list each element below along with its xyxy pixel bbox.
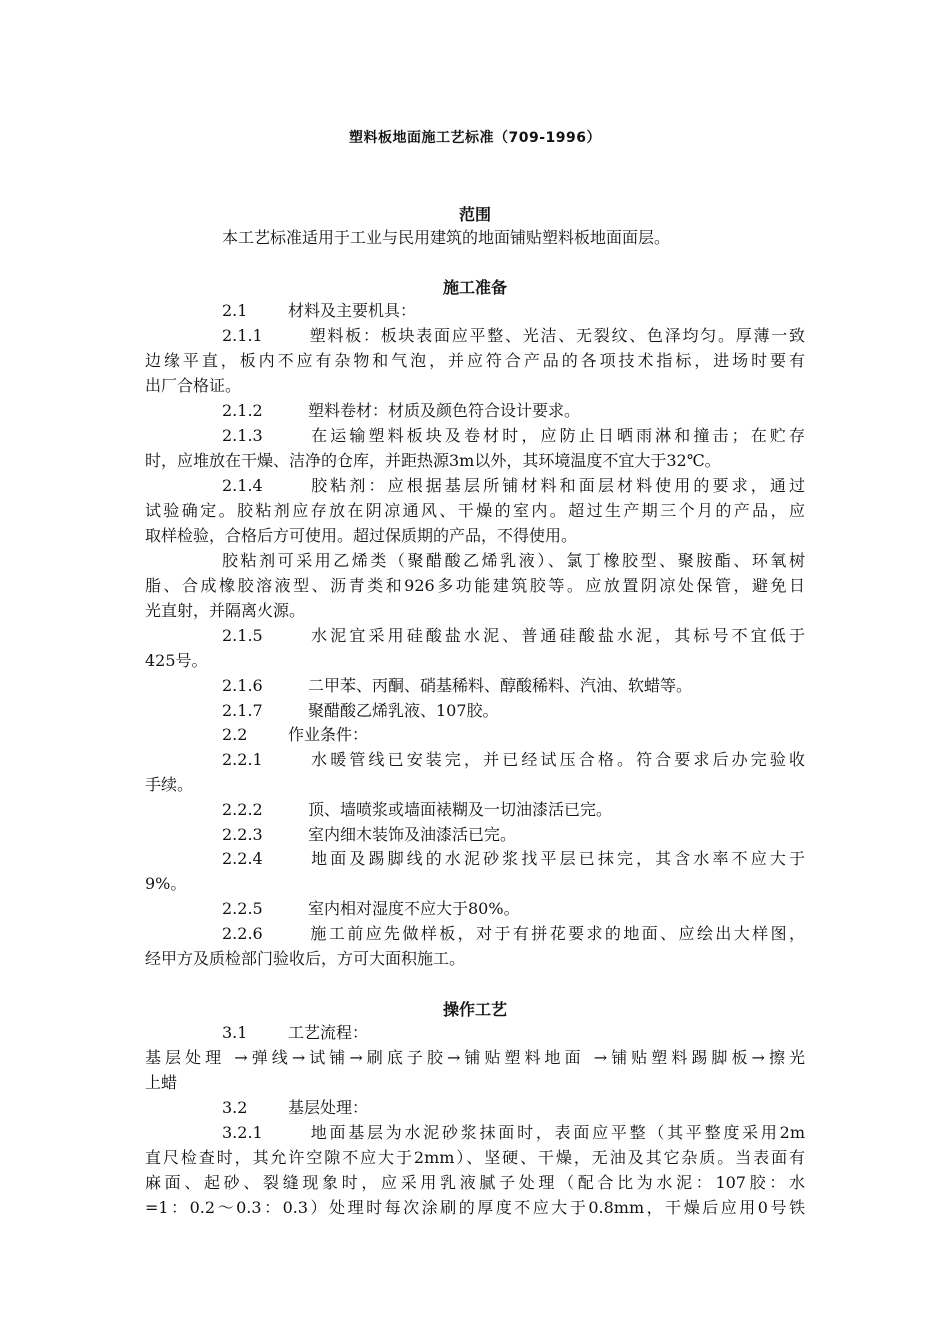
clause-text: 作业条件： [288,725,369,744]
paragraph-line: 边缘平直，板内不应有杂物和气泡，并应符合产品的各项技术指标，进场时要有 [145,351,805,370]
paragraph-line: 经甲方及质检部门验收后，方可大面积施工。 [145,949,466,968]
clause-number: 2.1.4 [222,476,263,495]
document-title: 塑料板地面施工艺标准（709-1996） [349,130,601,146]
clause-2-1 [222,299,805,323]
clause-3-2 [222,1096,805,1120]
clause-number: 2.1.5 [222,626,263,645]
clause-2-2-6 [222,922,805,946]
scope-text: 本工艺标准适用于工业与民用建筑的地面铺贴塑料板地面面层。 [222,228,671,247]
clause-number: 3.1 [222,1023,248,1042]
clause-text: 聚醋酸乙烯乳液、107胶。 [308,701,499,720]
clause-number: 2.1.7 [222,701,263,720]
clause-2-1-5 [222,624,805,648]
paragraph-line: 光直射，并隔离火源。 [145,601,306,620]
clause-text: 地面基层为水泥砂浆抹面时，表面应平整（其平整度采用2m [308,1123,805,1142]
clause-text: 室内细木装饰及油漆活已完。 [308,825,517,844]
clause-text: 二甲苯、丙酮、硝基稀料、醇酸稀料、汽油、软蜡等。 [308,676,693,695]
clause-number: 2.2.6 [222,924,263,943]
paragraph-line: 脂、合成橡胶溶液型、沥青类和926多功能建筑胶等。应放置阴凉处保管，避免日 [145,576,805,595]
clause-number: 2.2 [222,725,248,744]
clause-2-1-1 [222,324,805,348]
clause-2-2-5 [222,897,805,921]
section-heading-operation: 操作工艺 [442,1000,507,1019]
clause-2-1-6 [222,674,805,698]
clause-number: 2.2.3 [222,825,263,844]
clause-text: 基层处理： [288,1098,369,1117]
clause-number: 2.2.4 [222,849,263,868]
clause-number: 2.1.2 [222,401,263,420]
clause-number: 2.1.6 [222,676,263,695]
paragraph-line: =1：0.2～0.3：0.3）处理时每次涂刷的厚度不应大于0.8mm，干燥后应用0号铁 [145,1198,805,1217]
clause-number: 2.2.5 [222,899,263,918]
clause-number: 3.2.1 [222,1123,263,1142]
clause-2-1-7 [222,699,805,723]
clause-text: 室内相对湿度不应大于80%。 [308,899,520,918]
section-heading-preparation: 施工准备 [442,278,507,297]
clause-text: 工艺流程： [288,1023,369,1042]
section-heading-scope: 范围 [458,205,491,224]
clause-number: 2.2.2 [222,800,263,819]
clause-2-2-1 [222,748,805,772]
clause-text: 水暖管线已安装完，并已经试压合格。符合要求后办完验收 [308,750,805,769]
clause-number: 2.1.3 [222,426,263,445]
clause-number: 2.1 [222,301,248,320]
paragraph-line: 试验确定。胶粘剂应存放在阴凉通风、干燥的室内。超过生产期三个月的产品，应 [145,501,805,520]
clause-number: 2.2.1 [222,750,263,769]
clause-number: 2.1.1 [222,326,263,345]
clause-text: 材料及主要机具： [288,301,417,320]
paragraph-line: 直尺检查时，其允许空隙不应大于2mm）、坚硬、干燥，无油及其它杂质。当表面有 [145,1148,805,1167]
paragraph-line: 9%。 [145,874,187,893]
process-flow: 基层处理 →弹线→试铺→刷底子胶→铺贴塑料地面 →铺贴塑料踢脚板→擦光 [145,1048,805,1067]
paragraph-line: 时，应堆放在干燥、洁净的仓库，并距热源3m以外，其环境温度不宜大于32℃。 [145,451,721,470]
clause-text: 在运输塑料板块及卷材时，应防止日晒雨淋和撞击；在贮存 [308,426,805,445]
clause-text: 水泥宜采用硅酸盐水泥、普通硅酸盐水泥，其标号不宜低于 [308,626,805,645]
clause-text: 塑料卷材：材质及颜色符合设计要求。 [308,401,581,420]
clause-2-1-4 [222,474,805,498]
clause-2-2-2 [222,798,805,822]
clause-2-2 [222,723,805,747]
paragraph-line: 麻面、起砂、裂缝现象时，应采用乳液腻子处理（配合比为水泥：107胶：水 [145,1173,805,1192]
clause-2-1-2 [222,399,805,423]
paragraph-line: 上蜡 [145,1073,178,1092]
clause-number: 3.2 [222,1098,248,1117]
clause-text: 地面及踢脚线的水泥砂浆找平层已抹完，其含水率不应大于 [308,849,805,868]
clause-2-2-4 [222,847,805,871]
paragraph-line: 手续。 [145,775,194,794]
paragraph-line: 取样检验，合格后方可使用。超过保质期的产品，不得使用。 [145,526,578,545]
clause-text: 顶、墙喷浆或墙面裱糊及一切油漆活已完。 [308,800,613,819]
clause-text: 胶粘剂：应根据基层所铺材料和面层材料使用的要求，通过 [308,476,805,495]
clause-text: 施工前应先做样板，对于有拼花要求的地面、应绘出大样图， [308,924,805,943]
clause-3-2-1 [222,1121,805,1145]
clause-2-1-3 [222,424,805,448]
paragraph-line: 出厂合格证。 [145,376,242,395]
clause-2-2-3 [222,823,805,847]
clause-3-1 [222,1021,805,1045]
paragraph-line: 425号。 [145,651,208,670]
adhesive-paragraph: 胶粘剂可采用乙烯类（聚醋酸乙烯乳液）、氯丁橡胶型、聚胺酯、环氧树 [222,551,805,570]
clause-text: 塑料板：板块表面应平整、光洁、无裂纹、色泽均匀。厚薄一致 [308,326,805,345]
